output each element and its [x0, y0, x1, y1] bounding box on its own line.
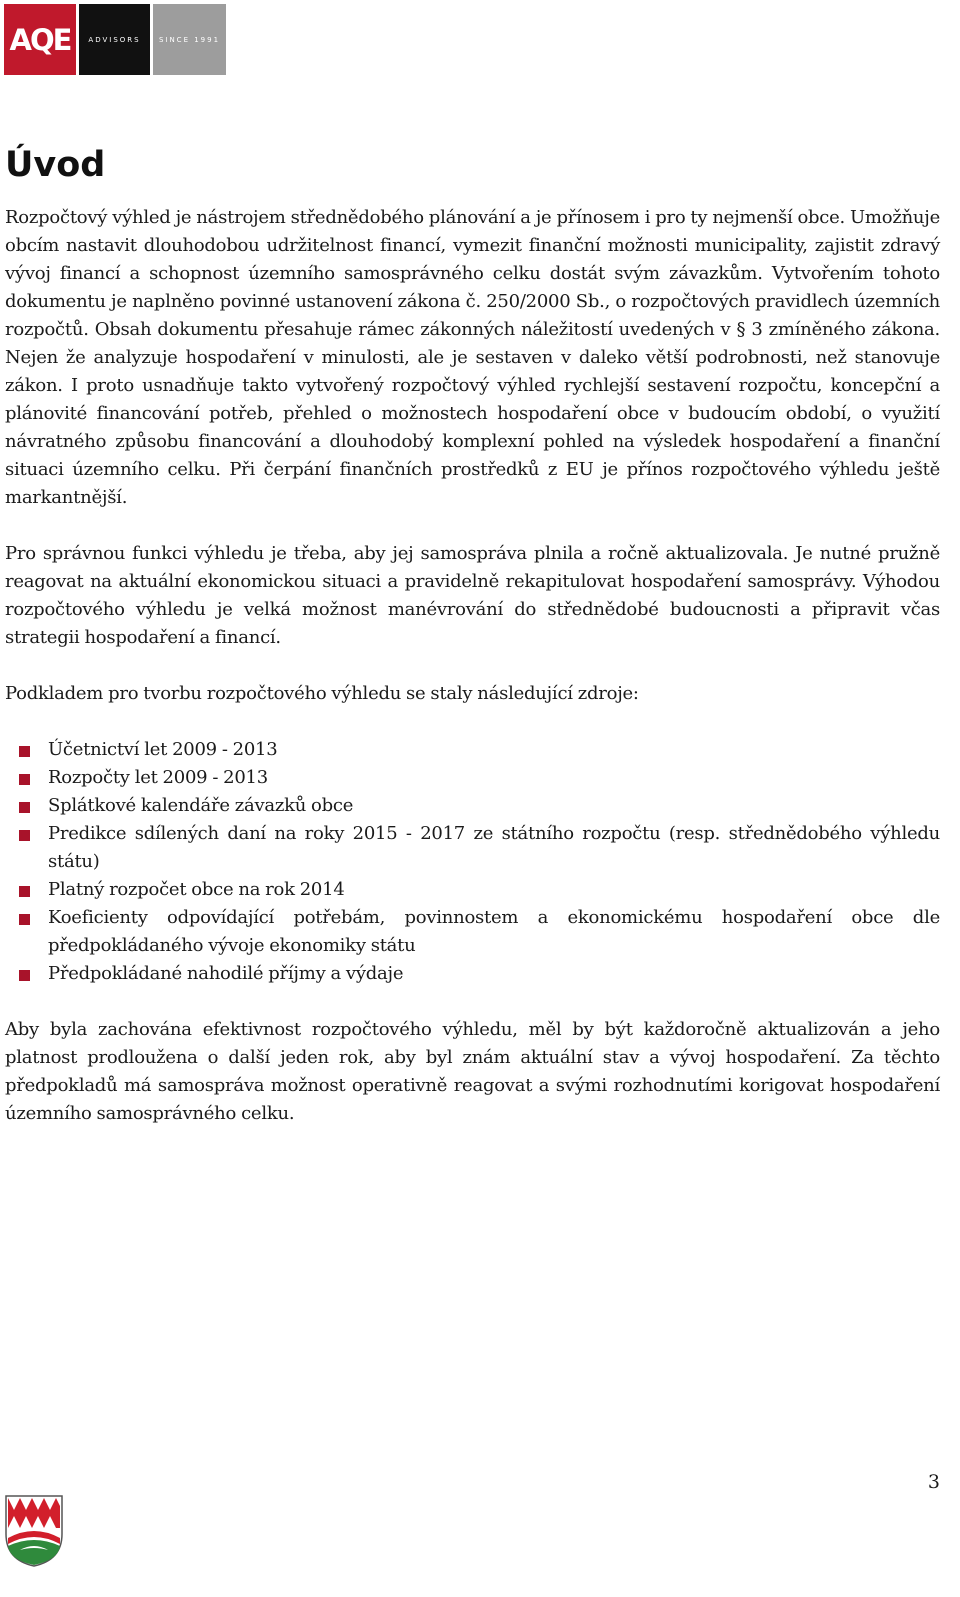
sources-intro: Podkladem pro tvorbu rozpočtového výhledu se staly následující zdroje: [5, 683, 639, 704]
logo-tagline-since: SINCE 1991 [153, 4, 226, 75]
list-item: Předpokládané nahodilé příjmy a výdaje [5, 960, 940, 988]
bullet-square-icon [19, 774, 30, 785]
document-body [5, 140, 940, 1156]
list-item: Platný rozpočet obce na rok 2014 [5, 876, 940, 904]
logo-tagline-advisors: ADVISORS [79, 4, 150, 75]
intro-paragraph: Rozpočtový výhled je nástrojem střednědobého plánování a je přínosem i pro ty nejmenší obce. Umožňuje obcím nastavit dlouhodobou udržitelnost financí, vymezit finanční možnosti municipality, zajistit zdravý vývoj financí a schopnost územního samosprávného celku dostát svým závazkům. Vytvořením tohoto dokumentu je naplněno povinné ustanovení zákona č. 250/2000 Sb., o rozpočtových pravidlech územních rozpočtů. Obsah dokumentu přesahuje rámec zákonných náležitostí uvedených v § 3 zmíněného zákona. Nejen že analyzuje hospodaření v minulosti, ale je sestaven v daleko větší podrobnosti, než stanovuje zákon. I proto usnadňuje takto vytvořený rozpočtový výhled rychlejší sestavení rozpočtu, koncepční a plánovité financování potřeb, přehled o možnostech hospodaření obce v budoucím období, o využití návratného způsobu financování a dlouhodobý komplexní pohled na výsledek hospodaření a finanční situaci územního celku. Při čerpání finančních prostředků z EU je přínos rozpočtového výhledu ještě markantnější. [5, 207, 940, 508]
company-logo [4, 4, 226, 75]
bullet-square-icon [19, 970, 30, 981]
bullet-square-icon [19, 914, 30, 925]
function-paragraph: Pro správnou funkci výhledu je třeba, aby jej samospráva plnila a ročně aktualizovala. Je nutné pružně reagovat na aktuální ekonomickou situaci a pravidelně rekapitulovat hospodaření samosprávy. Výhodou rozpočtového výhledu je velká možnost manévrování do střednědobé budoucnosti a připravit včas strategii hospodaření a financí. [5, 543, 940, 648]
page-title: Úvod [5, 145, 106, 185]
municipal-crest-icon [4, 1494, 64, 1568]
bullet-square-icon [19, 746, 30, 757]
list-item: Koeficienty odpovídající potřebám, povinnostem a ekonomickému hospodaření obce dle předpokládaného vývoje ekonomiky státu [5, 904, 940, 960]
logo-main: AQE [4, 4, 76, 75]
bullet-square-icon [19, 802, 30, 813]
sources-list [5, 736, 940, 988]
list-item: Splátkové kalendáře závazků obce [5, 792, 940, 820]
closing-paragraph: Aby byla zachována efektivnost rozpočtového výhledu, měl by být každoročně aktualizován a jeho platnost prodloužena o další jeden rok, aby byl znám aktuální stav a vývoj hospodaření. Za těchto předpokladů má samospráva možnost operativně reagovat a svými rozhodnutími korigovat hospodaření územního samosprávného celku. [5, 1019, 940, 1124]
list-item: Rozpočty let 2009 - 2013 [5, 764, 940, 792]
list-item: Účetnictví let 2009 - 2013 [5, 736, 940, 764]
list-item: Predikce sdílených daní na roky 2015 - 2017 ze státního rozpočtu (resp. střednědobého výhledu státu) [5, 820, 940, 876]
bullet-square-icon [19, 830, 30, 841]
bullet-square-icon [19, 886, 30, 897]
page-number: 3 [927, 1471, 940, 1493]
